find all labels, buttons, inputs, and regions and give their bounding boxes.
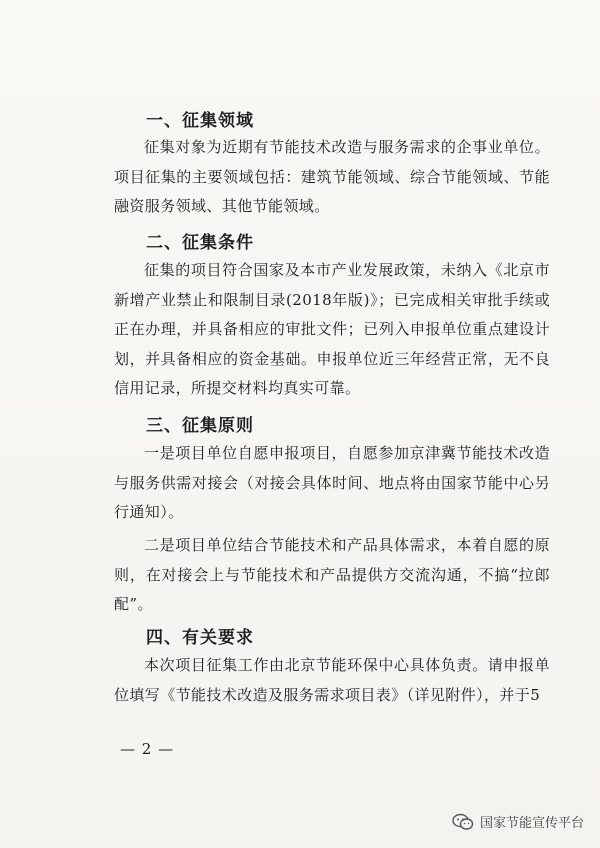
section-heading-4: 四、有关要求: [146, 628, 254, 648]
section-3-paragraph-2: 二是项目单位结合节能技术和产品具体需求，本着自愿的原则，在对接会上与节能技术和产品提供方交流沟通，不搞“拉郎配”。: [114, 536, 550, 613]
section-heading-1: 一、征集领域: [146, 111, 254, 131]
wechat-watermark: [452, 812, 584, 831]
section-3-paragraph-1: 一是项目单位自愿申报项目，自愿参加京津冀节能技术改造与服务供需对接会（对接会具体时间、地点将由国家节能中心另行通知）。: [114, 444, 550, 521]
wechat-icon: [452, 813, 474, 831]
section-1-paragraph-1: 征集对象为近期有节能技术改造与服务需求的企事业单位。项目征集的主要领域包括：建筑节能领域、综合节能领域、节能融资服务领域、其他节能领域。: [114, 138, 550, 215]
watermark-text: 国家节能宣传平台: [479, 816, 584, 831]
page-number: — 2 —: [120, 740, 175, 758]
section-heading-3: 三、征集原则: [146, 416, 254, 436]
section-heading-2: 二、征集条件: [146, 233, 254, 253]
section-2-paragraph-1: 征集的项目符合国家及本市产业发展政策，未纳入《北京市新增产业禁止和限制目录(2018年版)》；已完成相关审批手续或正在办理，并具备相应的审批文件；已列入申报单位重点建设计划，并具备相应的资金基础。申报单位近三年经营正常，无不良信用记录，所提交材料均真实可靠。: [114, 261, 550, 397]
section-4-paragraph-1: 本次项目征集工作由北京节能环保中心具体负责。请申报单位填写《节能技术改造及服务需求项目表》（详见附件），并于5: [114, 656, 550, 704]
